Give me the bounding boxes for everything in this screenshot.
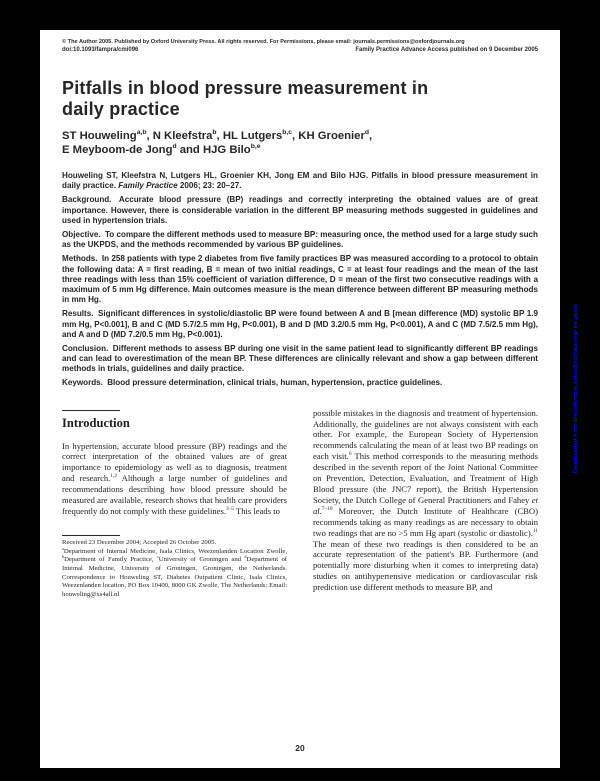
footnote-block	[62, 535, 287, 600]
footnote-affiliations: $^a$Department of Internal Medicine, Isala Clinics, Weezenlanden Location Zwolle, $^b$Department of Family Practice, $^c$University of Groningen and $^d$Department of Internal Medicine, University of Groningen, Groningen, the Netherlands. Correspondence to Houweling ST, Diabetes Outpatient Clinic, Isala Clinics, Weezenlanden location, PO Box 10400, 8000 GK Zwolle, The Netherlands; Email: houweling@xs4all.nl	[62, 545, 288, 599]
abstract-block	[62, 171, 538, 389]
two-column-body	[62, 408, 538, 600]
section-rule	[62, 410, 120, 411]
abstract-methods-label: Methods.	[62, 254, 98, 264]
abstract-keywords-text: Blood pressure determination, clinical trials, human, hypertension, practice guidelines.	[107, 378, 443, 388]
article-title-line2: daily practice	[62, 98, 180, 119]
abstract-conclusion	[62, 344, 538, 375]
page-content	[40, 30, 560, 600]
doi-text: doi:10.1093/fampra/cmi096	[62, 47, 139, 53]
abstract-keywords-label: Keywords.	[62, 378, 103, 388]
abstract-citation: Houweling ST, Kleefstra N, Lutgers HL, Groenier KH, Jong EM and Bilo HJG. Pitfalls in blood pressure measurement in daily practice. Family Practice 2006; 23: 20–27.	[62, 171, 538, 191]
abstract-background	[62, 195, 538, 226]
abstract-keywords	[62, 378, 538, 388]
abstract-results-label: Results.	[62, 309, 94, 319]
abstract-objective	[62, 230, 538, 250]
advance-access-text: Family Practice Advance Access published on 9 December 2005	[355, 47, 538, 53]
abstract-results-text: Significant differences in systolic/diastolic BP were found between A and B [mean difference (MD) systolic BP 1.9 mm Hg, P<0.001], B and C (MD 5.7/2.5 mm Hg, P<0.001), B and D (MD 3.2/0.5 mm Hg, P<0.001), A and C (MD 7.5/2.5 mm Hg), and A and D (MD 7.2/0.5 mm Hg, P<0.001).	[62, 309, 538, 339]
footnote-received: Received 23 December 2004; Accepted 26 October 2005.	[62, 538, 217, 546]
author-line-1: ST Houweling$^{a,b}$, N Kleefstra$^b$, HL Lutgers$^{b,c}$, KH Groenier$^d$,	[62, 128, 373, 142]
abstract-conclusion-label: Conclusion.	[62, 343, 109, 353]
left-column	[62, 408, 287, 600]
author-line-2: E Meyboom-de Jong$^d$ and HJG Bilo$^{b,e}$	[62, 143, 261, 157]
copyright-line: © The Author 2005. Published by Oxford University Press. All rights reserved. For Permissions, please email: journals.permissions@oxfordjournals.org	[62, 39, 465, 45]
author-list	[62, 129, 538, 158]
download-watermark: Downloaded from http://fampra.oxfordjournals.org/ by guest	[573, 304, 579, 474]
abstract-background-text: Accurate blood pressure (BP) readings and correctly interpreting the obtained values are of great importance. However, there is considerable variation in the different BP measuring methods suggested in guidelines and used in hypertension trials.	[62, 195, 538, 225]
introduction-paragraph-right: possible mistakes in the diagnosis and treatment of hypertension. Additionally, the guidelines are not always consistent with each other. For example, the European Society of Hypertension recommends calculating the mean of at least two BP readings on each visit.$^6$ This method corresponds to the measuring methods described in the seventh report of the Joint National Committee on Prevention, Detection, Evaluation, and Treatment of High Blood pressure (the JNC7 report), the British Hypertension Society, the Dutch College of General Practitioners and Fahey et al.$^{7-10}$ Moreover, the Dutch Institute of Healthcare (CBO) recommends taking as many readings as are necessary to obtain two readings that are no >5 mm Hg apart (systolic or diastolic).$^{11}$ The mean of these two readings is then considered to be an accurate representation of the patient's BP. Furthermore (and potentially more disturbing when it comes to interpreting data) studies on antihypertensive medication or cardiovascular risk prediction use different methods to measure BP, and	[313, 407, 539, 593]
abstract-objective-text: To compare the different methods used to measure BP: measuring once, the method used for a large study such as the UKPDS, and the methods recommended by various BP guidelines.	[62, 230, 539, 250]
footnote-rule	[62, 535, 120, 536]
introduction-heading: Introduction	[62, 415, 130, 430]
abstract-results	[62, 309, 538, 340]
abstract-background-label: Background.	[62, 195, 112, 205]
article-title	[62, 78, 538, 120]
abstract-conclusion-text: Different methods to assess BP during one visit in the same patient lead to significantly different BP readings and can lead to overestimation of the mean BP. These differences are clinically relevant and show a gap between different methods in trials, guidelines and daily practice.	[62, 343, 539, 374]
abstract-objective-label: Objective.	[62, 230, 101, 240]
abstract-methods-text: In 258 patients with type 2 diabetes from five family practices BP was measured according to a protocol to obtain the following data: A = first reading, B = mean of two initial readings, C = at least four readings and the mean of the last three readings with less than 15% coefficient of variation difference, D = mean of the first two consecutive readings with a maximum of 5 mm Hg difference. Main outcomes measure is the mean difference between different BP measuring methods in mm Hg.	[62, 254, 539, 305]
introduction-paragraph-left: In hypertension, accurate blood pressure (BP) readings and the correct interpretation of the obtained values are of great importance to epidemiology as well as to diagnosis, treatment and research.$^{1,2}$ Although a large number of guidelines and recommendations describing how blood pressure should be measured are available, research shows that health care providers frequently do not comply with these guidelines.$^{3-5}$ This leads to	[62, 440, 287, 516]
header-line-2	[62, 47, 538, 53]
page-number: 20	[295, 743, 305, 753]
journal-page	[40, 30, 560, 768]
article-title-line1: Pitfalls in blood pressure measurement in	[62, 78, 429, 98]
abstract-methods	[62, 254, 538, 305]
right-column	[313, 408, 538, 600]
